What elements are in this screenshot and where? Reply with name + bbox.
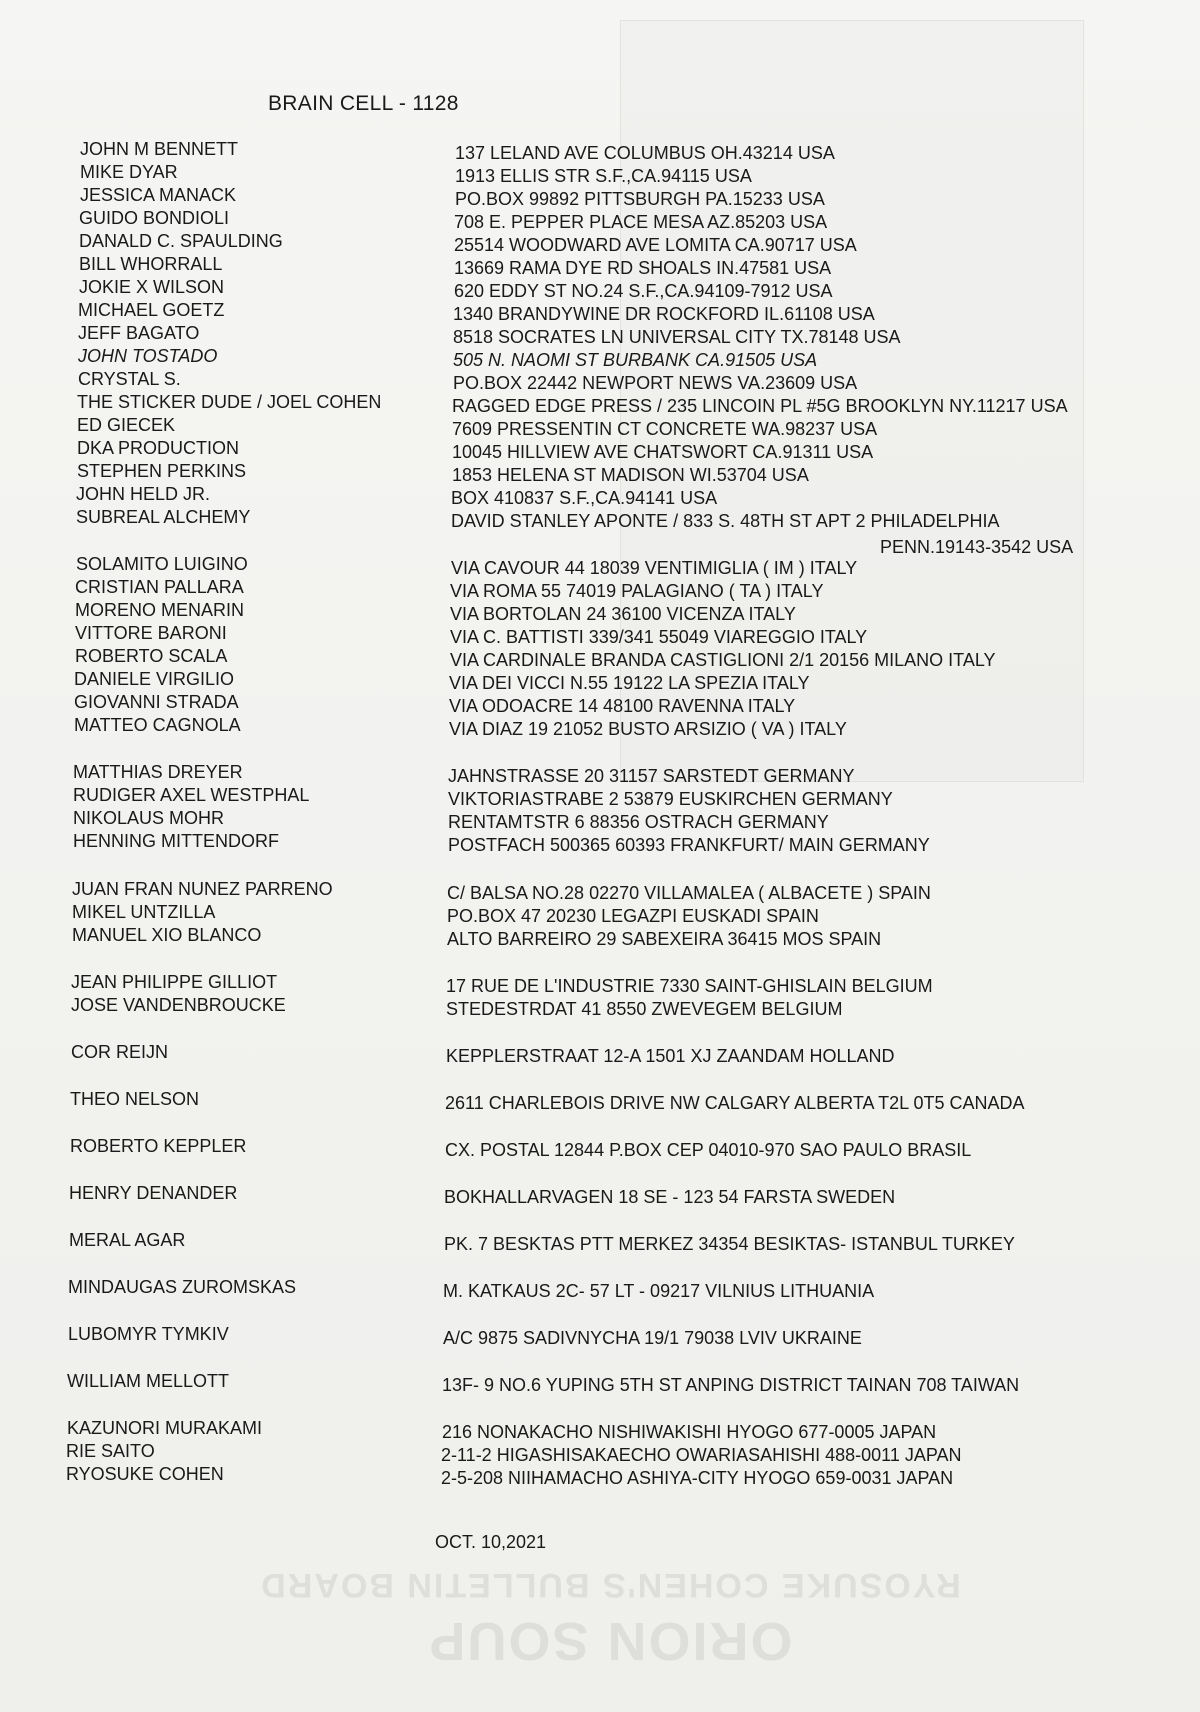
- entry-name: THEO NELSON: [70, 1089, 200, 1109]
- entry-name: MICHAEL GOETZ: [78, 300, 225, 320]
- entry-name: ROBERTO SCALA: [75, 646, 228, 666]
- entry-address: DAVID STANLEY APONTE / 833 S. 48TH ST APT 2 PHILADELPHIA: [451, 511, 1000, 531]
- entry-address: ALTO BARREIRO 29 SABEXEIRA 36415 MOS SPAIN: [447, 929, 882, 949]
- entry-name: NIKOLAUS MOHR: [73, 808, 225, 828]
- entry-address: STEDESTRDAT 41 8550 ZWEVEGEM BELGIUM: [446, 999, 843, 1019]
- entry-address: 2-5-208 NIIHAMACHO ASHIYA-CITY HYOGO 659-0031 JAPAN: [441, 1468, 954, 1488]
- entry-name: MATTHIAS DREYER: [73, 762, 243, 782]
- entry-address: BOX 410837 S.F.,CA.94141 USA: [451, 488, 718, 508]
- entry-name: MANUEL XIO BLANCO: [72, 925, 262, 945]
- entry-name: JUAN FRAN NUNEZ PARRENO: [72, 879, 333, 899]
- entry-name: JEFF BAGATO: [78, 323, 200, 343]
- entry-address: 17 RUE DE L'INDUSTRIE 7330 SAINT-GHISLAIN BELGIUM: [446, 976, 933, 996]
- document-title: BRAIN CELL - 1128: [268, 92, 459, 115]
- entry-address: 708 E. PEPPER PLACE MESA AZ.85203 USA: [454, 212, 828, 232]
- entry-name: SUBREAL ALCHEMY: [76, 507, 251, 527]
- entry-name: SOLAMITO LUIGINO: [76, 554, 248, 574]
- entry-name: JEAN PHILIPPE GILLIOT: [71, 972, 278, 992]
- entry-address: PO.BOX 22442 NEWPORT NEWS VA.23609 USA: [453, 373, 858, 393]
- entry-address: VIA ROMA 55 74019 PALAGIANO ( TA ) ITALY: [450, 581, 824, 601]
- entry-name: MORENO MENARIN: [75, 600, 245, 620]
- entry-address: 8518 SOCRATES LN UNIVERSAL CITY TX.78148 USA: [453, 327, 901, 347]
- entry-name: HENNING MITTENDORF: [73, 831, 279, 851]
- entry-name: MINDAUGAS ZUROMSKAS: [68, 1277, 297, 1297]
- entry-name: DKA PRODUCTION: [77, 438, 240, 458]
- entry-address: 2-11-2 HIGASHISAKAECHO OWARIASAHISHI 488-0011 JAPAN: [441, 1445, 962, 1465]
- entry-name: JOHN M BENNETT: [80, 139, 239, 159]
- entry-name: VITTORE BARONI: [75, 623, 227, 643]
- entry-address: 1853 HELENA ST MADISON WI.53704 USA: [452, 465, 809, 485]
- entry-address: 13F- 9 NO.6 YUPING 5TH ST ANPING DISTRICT TAINAN 708 TAIWAN: [442, 1375, 1020, 1395]
- entry-address: 505 N. NAOMI ST BURBANK CA.91505 USA: [453, 350, 818, 370]
- entry-address: M. KATKAUS 2C- 57 LT - 09217 VILNIUS LITHUANIA: [443, 1281, 875, 1301]
- entry-address: PK. 7 BESKTAS PTT MERKEZ 34354 BESIKTAS- ISTANBUL TURKEY: [444, 1234, 1015, 1254]
- entry-address: RENTAMTSTR 6 88356 OSTRACH GERMANY: [448, 812, 829, 832]
- entry-name: HENRY DENANDER: [69, 1183, 238, 1203]
- entry-address: 25514 WOODWARD AVE LOMITA CA.90717 USA: [454, 235, 857, 255]
- entry-name: DANIELE VIRGILIO: [74, 669, 235, 689]
- entry-address: VIA CAVOUR 44 18039 VENTIMIGLIA ( IM ) ITALY: [451, 558, 858, 578]
- entry-name: COR REIJN: [71, 1042, 169, 1062]
- entry-address: 1340 BRANDYWINE DR ROCKFORD IL.61108 USA: [453, 304, 875, 324]
- entry-address: KEPPLERSTRAAT 12-A 1501 XJ ZAANDAM HOLLAND: [446, 1046, 895, 1066]
- entry-name: CRISTIAN PALLARA: [75, 577, 244, 597]
- entry-name: MIKEL UNTZILLA: [72, 902, 216, 922]
- document-date: OCT. 10,2021: [435, 1532, 547, 1552]
- entry-name: WILLIAM MELLOTT: [67, 1371, 230, 1391]
- entry-address: 7609 PRESSENTIN CT CONCRETE WA.98237 USA: [452, 419, 878, 439]
- entry-name: MATTEO CAGNOLA: [74, 715, 241, 735]
- entry-name: ED GIECEK: [77, 415, 176, 435]
- entry-address: BOKHALLARVAGEN 18 SE - 123 54 FARSTA SWEDEN: [444, 1187, 896, 1207]
- entry-address: 620 EDDY ST NO.24 S.F.,CA.94109-7912 USA: [454, 281, 833, 301]
- entry-name: JOSE VANDENBROUCKE: [71, 995, 286, 1015]
- entry-address: VIA CARDINALE BRANDA CASTIGLIONI 2/1 20156 MILANO ITALY: [450, 650, 996, 670]
- entry-address: 137 LELAND AVE COLUMBUS OH.43214 USA: [455, 143, 835, 163]
- entry-name: MIKE DYAR: [80, 162, 178, 182]
- entry-name: JOHN TOSTADO: [78, 346, 218, 366]
- entry-address: 13669 RAMA DYE RD SHOALS IN.47581 USA: [454, 258, 832, 278]
- entry-address: C/ BALSA NO.28 02270 VILLAMALEA ( ALBACETE ) SPAIN: [447, 883, 931, 903]
- entry-name: RIE SAITO: [66, 1441, 155, 1461]
- entry-name: JESSICA MANACK: [80, 185, 237, 205]
- entry-name: CRYSTAL S.: [78, 369, 181, 389]
- entry-name: BILL WHORRALL: [79, 254, 223, 274]
- entry-address: VIA DEI VICCI N.55 19122 LA SPEZIA ITALY: [449, 673, 810, 693]
- entry-address: VIA C. BATTISTI 339/341 55049 VIAREGGIO ITALY: [450, 627, 868, 647]
- entry-address: VIA DIAZ 19 21052 BUSTO ARSIZIO ( VA ) ITALY: [449, 719, 847, 739]
- entry-address: RAGGED EDGE PRESS / 235 LINCOIN PL #5G BROOKLYN NY.11217 USA: [452, 396, 1068, 416]
- entry-address: VIA ODOACRE 14 48100 RAVENNA ITALY: [449, 696, 796, 716]
- entry-address: 1913 ELLIS STR S.F.,CA.94115 USA: [455, 166, 752, 186]
- entry-name: GUIDO BONDIOLI: [79, 208, 230, 228]
- entry-address: CX. POSTAL 12844 P.BOX CEP 04010-970 SAO PAULO BRASIL: [445, 1140, 972, 1160]
- entry-name: ROBERTO KEPPLER: [70, 1136, 247, 1156]
- entry-address: VIKTORIASTRABE 2 53879 EUSKIRCHEN GERMANY: [448, 789, 893, 809]
- entry-name: GIOVANNI STRADA: [74, 692, 239, 712]
- entry-name: JOHN HELD JR.: [76, 484, 211, 504]
- bleed-through-line-1: ORION SOUP: [427, 1611, 793, 1671]
- entry-name: KAZUNORI MURAKAMI: [67, 1418, 263, 1438]
- entry-name: JOKIE X WILSON: [79, 277, 225, 297]
- entry-address: 10045 HILLVIEW AVE CHATSWORT CA.91311 USA: [452, 442, 874, 462]
- entry-name: MERAL AGAR: [69, 1230, 186, 1250]
- entry-name: STEPHEN PERKINS: [77, 461, 247, 481]
- entry-name: LUBOMYR TYMKIV: [68, 1324, 229, 1344]
- entry-address: POSTFACH 500365 60393 FRANKFURT/ MAIN GERMANY: [448, 835, 930, 855]
- entry-name: DANALD C. SPAULDING: [79, 231, 283, 251]
- entry-address: VIA BORTOLAN 24 36100 VICENZA ITALY: [450, 604, 796, 624]
- entry-name: RUDIGER AXEL WESTPHAL: [73, 785, 310, 805]
- entry-address-continued: PENN.19143-3542 USA: [880, 537, 1074, 557]
- entry-address: PO.BOX 47 20230 LEGAZPI EUSKADI SPAIN: [447, 906, 819, 926]
- entry-address: JAHNSTRASSE 20 31157 SARSTEDT GERMANY: [448, 766, 855, 786]
- entry-address: A/C 9875 SADIVNYCHA 19/1 79038 LVIV UKRAINE: [443, 1328, 862, 1348]
- bleed-through-line-2: RYOSUKE COHEN'S BULLETIN BOARD: [259, 1566, 961, 1604]
- entry-address: 2611 CHARLEBOIS DRIVE NW CALGARY ALBERTA T2L 0T5 CANADA: [445, 1093, 1025, 1113]
- entry-address: PO.BOX 99892 PITTSBURGH PA.15233 USA: [455, 189, 825, 209]
- entry-name: RYOSUKE COHEN: [66, 1464, 224, 1484]
- entry-name: THE STICKER DUDE / JOEL COHEN: [77, 392, 382, 412]
- entry-address: 216 NONAKACHO NISHIWAKISHI HYOGO 677-0005 JAPAN: [442, 1422, 937, 1442]
